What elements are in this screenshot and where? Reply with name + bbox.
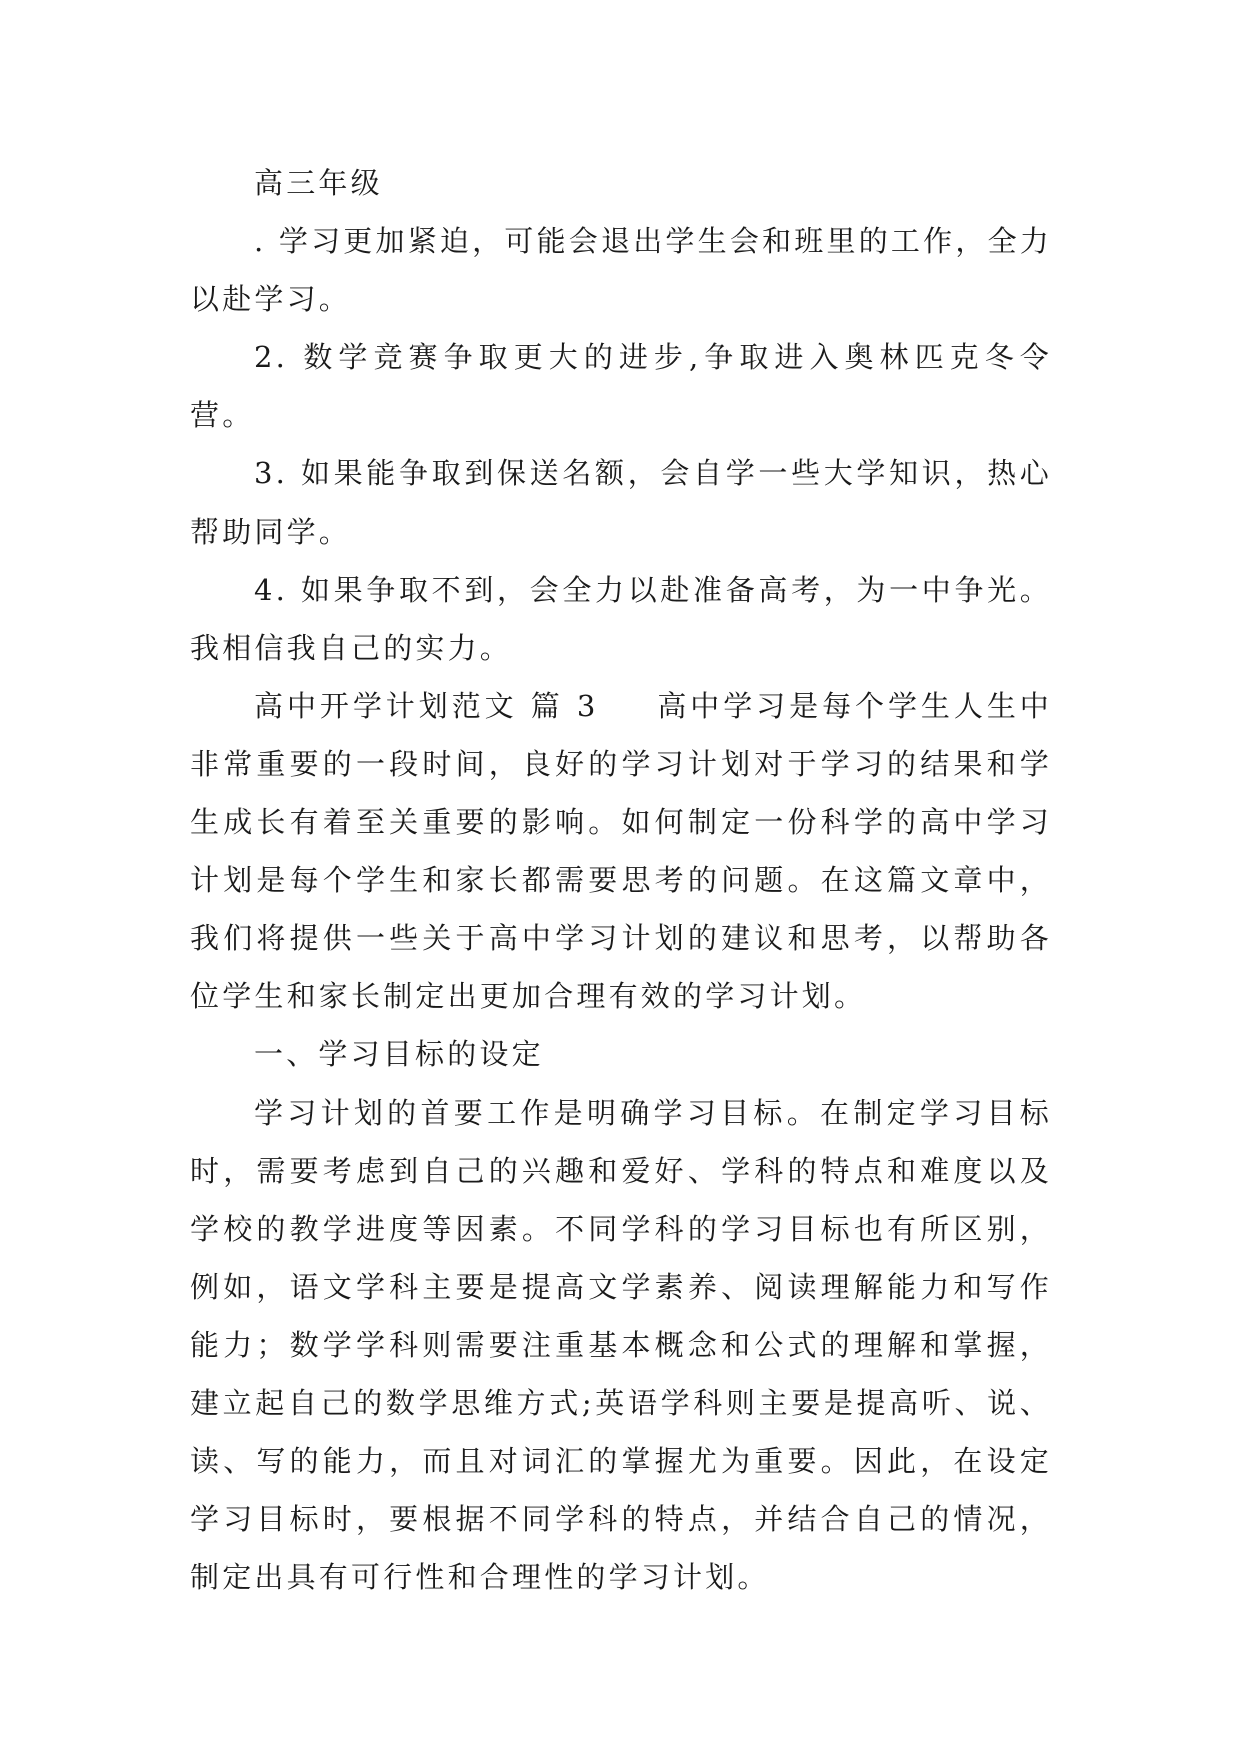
section-title: 高中开学计划范文 篇 3: [254, 688, 599, 723]
grade-heading: 高三年级: [254, 166, 383, 200]
document-body: [190, 154, 1052, 1606]
plan-item-4: 4. 如果争取不到，会全力以赴准备高考，为一中争光。我相信我自己的实力。: [190, 572, 1052, 665]
plan-item-2: 2. 数学竞赛争取更大的进步,争取进入奥林匹克冬令营。: [190, 340, 1052, 433]
body-paragraph-1: 学习计划的首要工作是明确学习目标。在制定学习目标时，需要考虑到自己的兴趣和爱好、学科的特点和难度以及学校的教学进度等因素。不同学科的学习目标也有所区别，例如，语文学科主要是提高文学素养、阅读理解能力和写作能力；数学学科则需要注重基本概念和公式的理解和掌握，建立起自己的数学思维方式;英语学科则主要是提高听、说、读、写的能力，而且对词汇的掌握尤为重要。因此，在设定学习目标时，要根据不同学科的特点，并结合自己的情况，制定出具有可行性和合理性的学习计划。: [190, 1095, 1052, 1595]
plan-item-3: 3. 如果能争取到保送名额，会自学一些大学知识，热心帮助同学。: [190, 456, 1052, 549]
section-paragraph: [190, 677, 1052, 1026]
plan-item-1: . 学习更加紧迫，可能会退出学生会和班里的工作，全力以赴学习。: [190, 224, 1052, 317]
intro-text: 高中学习是每个学生人生中非常重要的一段时间，良好的学习计划对于学习的结果和学生成长有着至关重要的影响。如何制定一份科学的高中学习计划是每个学生和家长都需要思考的问题。在这篇文章中，我们将提供一些关于高中学习计划的建议和思考，以帮助各位学生和家长制定出更加合理有效的学习计划。: [190, 688, 1052, 1014]
subheading-learning-goals: 一、学习目标的设定: [254, 1037, 544, 1072]
